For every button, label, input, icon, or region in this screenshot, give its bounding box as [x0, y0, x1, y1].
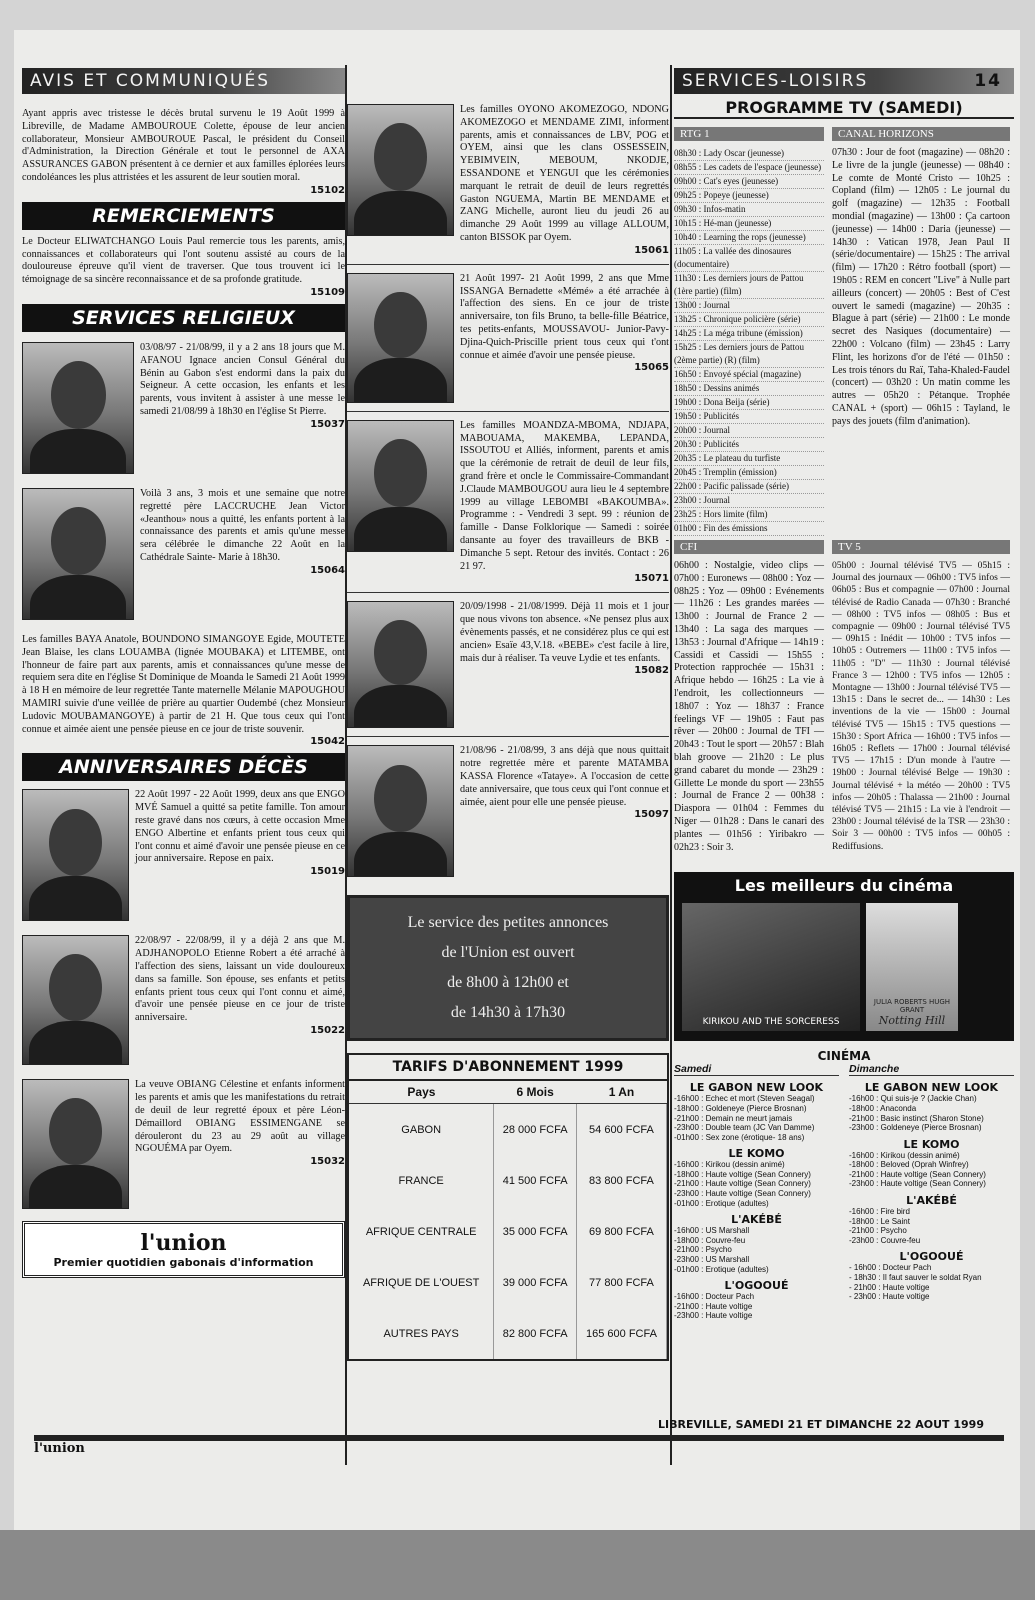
channel-tv5 [832, 536, 1010, 854]
notice-eliwatchango: Le Docteur ELIWATCHANGO Louis Paul remercie tous les parents, amis, connaissances et collaborateurs qui l'ont soutenu assisté au cours de la douloureuse épreuve qu'il vient de traverser. Que tous trouvent ici le témoignage de sa sincère reconnaissance et de sa profonde gratitude. [22, 235, 345, 286]
notice-engo: 22 Août 1997 - 22 Août 1999, deux ans que ENGO MVÉ Samuel a quitté sa petite famille. Ton amour reste gravé dans nos cœurs, à cette occasion Mme ENGO Albertine et enfants prient tous ceux qui l'ont connu et aimé d'avoir une pensée pieuse en ce jour anniversaire. Repose en paix. [135, 789, 345, 865]
subscription-rates [347, 1053, 669, 1361]
divider [347, 736, 669, 737]
cinema-sunday [849, 1063, 1014, 1321]
table-cell: 82 800 FCFA [494, 1308, 577, 1359]
column-header: 6 Mois [494, 1081, 577, 1104]
schedule-item: 14h25 : La méga tribune (émission) [674, 327, 824, 341]
table-row [349, 1257, 667, 1308]
showtime: -16h00 : Echec et mort (Steven Seagal) [674, 1094, 815, 1104]
showtime: -16h00 : US Marshall [674, 1226, 750, 1236]
footer-date: LIBREVILLE, SAMEDI 21 ET DIMANCHE 22 AOUT 1999 [658, 1418, 984, 1431]
portrait-photo [347, 104, 454, 236]
divider [347, 264, 669, 265]
notice-issanga: 21 Août 1997- 21 Août 1999, 2 ans que Mme ISSANGA Bernadette «Mémé» a été arrachée à l'affection des siens. En ce jour de triste anniversaire, ton fils Bruno, ta belle-fille Béatrice, tes petits-enfants, MOUSSAVOU- Junior-Pavy-Djina-Quich-Priscille prient tous ceux qui t'ont connue et aimée d'avoir une pensée pieuse. [460, 272, 669, 361]
tv-grid [674, 123, 1014, 854]
ref-engo: 15019 [310, 866, 345, 878]
schedule-item: 09h30 : Infos-matin [674, 203, 824, 217]
showtime: -23h00 : Haute voltige (Sean Connery) [674, 1189, 811, 1199]
portrait-photo [22, 1079, 129, 1209]
notice-bebe: 20/09/1998 - 21/08/1999. Déjà 11 mois et 1 jour que nous vivons ton absence. «Ne pensez plus aux évènements passés, et ne considérez plus ce qui est ancien» Esaïe 43,V.18. «BEBE» c'est facile à lire, mais dur à réaliser. Ta veuve Lydie et tes enfants. [460, 601, 669, 664]
schedule-item: 09h00 : Cat's eyes (jeunesse) [674, 175, 824, 189]
notice-baya: Les familles BAYA Anatole, BOUNDONO SIMANGOYE Egide, MOUTETE Jean Blaise, les clans LOUAMBA (lignée MOUBAKA) et LITEMBE, ont l'honneur de faire part aux parents, amis et connaissances qu'une messe de requiem sera dite en l'église St Dominique de Moanda le Samedi 21 Août 1999 à 18 H en mémoire de leur regrettée Tante maternelle Mélanie MAPOUGHOU MAMIRI suivie d'une veillée de prière au quartier Oudembé (chez Monsieur Ludovic MOUBAMANGOYE) à partir de 21 H. Que tous ceux qui l'ont connue et aimée aient une pensée pieuse en ce jour de triste souvenir. [22, 633, 345, 735]
cinema-venue: LE KOMO [903, 1137, 960, 1151]
cinema-venue: LE GABON NEW LOOK [689, 1081, 824, 1095]
canal-schedule: 07h30 : Jour de foot (magazine) — 08h20 : Le livre de la jungle (jeunesse) — 08h40 : Le comte de Monté Cristo — 10h25 : Copland (film) — 12h05 : Le journal du golf (magazine) — 12h35 : Football mondial (magazine) — 13h00 : Ça cartoon (jeunesse) — 14h00 : Daria (jeunesse) — 14h30 : Vatican 1978, Jean Paul II (série/documentaire) — 15h25 : The arrival (film) — 17h20 : Rétro football (sport) — 19h05 : REM en concert "Live" à Nulle part ailleurs (concert) — 20h05 : Best of C'est ouvert le samedi (magazine) — 20h35 : Blague à part (série) — 21h00 : Le monde secret des Nasiques (documentaire) — 22h00 : Volcano (film) — 23h45 : Larry Flint, les horizons d'or de l'été — 01h50 : Les trois ténors du Raï, Taha-Khaled-Faudel (concert) — 03h20 : Un matin comme les autres — 05h20 : Pétanque. Trophée CANAL + (sport) — 06h15 : Tayland, le pays des jouets (film d'animation). [832, 147, 1010, 427]
union-tagline: Premier quotidien gabonais d'information [53, 1256, 314, 1270]
portrait-photo [22, 342, 134, 474]
showtime: -23h00 : US Marshall [674, 1255, 750, 1265]
table-row [349, 1206, 667, 1257]
ref-adjhanopolo: 15022 [310, 1024, 345, 1036]
column-header: Pays [349, 1081, 494, 1104]
schedule-item: 19h00 : Dona Beija (série) [674, 396, 824, 410]
notice-block-moandza [347, 420, 669, 585]
notice-matamba: 21/08/96 - 21/08/99, 3 ans déjà que nous quittait notre regrettée mère et parente MATAMBA KASSA Florence «Tataye». A l'occasion de cette date anniversaire, que tous ceux qui l'ont connue et aimée, aient pour elle une pensée pieuse. [460, 745, 669, 808]
poster-notting-hill [866, 903, 958, 1031]
showtime: -16h00 : Kirikou (dessin animé) [849, 1150, 960, 1160]
day-label: Samedi [674, 1063, 839, 1076]
channel-header: CFI [674, 540, 824, 554]
cfi-schedule: 06h00 : Nostalgie, video clips — 07h00 : Euronews — 08h00 : Yoz — 08h25 : Yoz — 09h00 : Evénements — 11h26 : Les grandes marées — 13h00 : Journal de France 2 — 13h40 : La saga des marques — 13h53 : Journal d'Afrique — 14h19 : Cassidi et Cassidi — 15h55 : Protection rapprochée — 15h31 : Afrique hebdo — 16h25 : La vie à l'endroit, les collectionneurs — 18h07 : Yoz — 18h37 : France feelings VF — 19h05 : Faut pas rêver — 20h00 : Journal de TFI — 20h43 : Tout le sport — 20h57 : Blah blah groove — 21h20 : Le plus grand cabaret du monde — 23h29 : Gillette Le monde du sport — 23h55 : Journal de France 2 — 00h38 : Diaspora — 01h04 : Femmes du Niger — 01h28 : Dans le canari des plantes — 01h56 : Yiribakro — 02h23 : Soir 3. [674, 560, 824, 853]
table-row [349, 1104, 667, 1156]
notice-block-afanou [22, 342, 345, 474]
notice-axa: Ayant appris avec tristesse le décès brutal survenu le 19 Août 1999 à Libreville, de Madame AMBOUROUE Colette, épouse de leur ancien collaborateur, Monsieur AMBOUROUE Pascal, le président du Conseil d'Administration, la Direction Générale et tout le personnel de AXA ASSURANCES GABON présentent à ce dernier et aux familles éplorées leurs condoléances les plus attristées et les assurent de leur soutien moral. [22, 108, 345, 183]
schedule-item: 23h00 : Journal [674, 494, 824, 508]
notice-block-bebe [347, 601, 669, 728]
channel-canal [832, 123, 1010, 536]
showtime: -18h00 : Goldeneye (Pierce Brosnan) [674, 1103, 807, 1113]
cinema-venue: L'OGOOUÉ [899, 1250, 964, 1264]
left-column [22, 68, 345, 1278]
cinema-venue: L'AKÉBÉ [731, 1213, 782, 1227]
union-advert [22, 1221, 345, 1278]
notice-block-obiang [22, 1079, 345, 1209]
channel-rtg1 [674, 123, 824, 536]
table-row [349, 1155, 667, 1206]
schedule-item: 01h00 : Fin des émissions [674, 522, 824, 536]
ref-eliwatchango: 15109 [310, 286, 345, 298]
banner-services-religieux: SERVICES RELIGIEUX [22, 304, 345, 332]
schedule-item: 11h30 : Les derniers jours de Pattou (1ère partie) (film) [674, 272, 824, 299]
page-number: 14 [974, 71, 1002, 91]
divider [347, 592, 669, 593]
showtime: - 18h30 : Il faut sauver le soldat Ryan [849, 1273, 982, 1283]
section-title-avis: AVIS ET COMMUNIQUÉS [22, 68, 345, 94]
cinema-venue: L'OGOOUÉ [724, 1279, 789, 1293]
portrait-photo [347, 745, 454, 877]
channel-header: RTG 1 [674, 127, 824, 141]
schedule-item: 11h05 : La vallée des dinosaures (documentaire) [674, 245, 824, 272]
newspaper-page [14, 30, 1020, 1530]
schedule-item: 20h35 : Le plateau du turfiste [674, 452, 824, 466]
banner-remerciements: REMERCIEMENTS [22, 202, 345, 230]
column-rule [670, 65, 672, 1465]
showtime: -21h00 : Haute voltige [674, 1301, 753, 1311]
ad-line: de 14h30 à 17h30 [450, 1004, 566, 1022]
right-column [674, 68, 1014, 1321]
schedule-item: 20h30 : Publicités [674, 438, 824, 452]
ad-line: de l'Union est ouvert [441, 944, 575, 962]
footer-rule [34, 1435, 1004, 1441]
poster-kirikou [682, 903, 860, 1031]
showtime: -23h00 : Couvre-feu [849, 1235, 921, 1245]
showtime: -01h00 : Erotique (adultes) [674, 1198, 769, 1208]
schedule-item: 13h00 : Journal [674, 299, 824, 313]
notice-block-oyono [347, 104, 669, 256]
portrait-photo [347, 420, 454, 552]
divider [347, 411, 669, 412]
table-cell: AFRIQUE CENTRALE [349, 1206, 494, 1257]
poster-stars: JULIA ROBERTS HUGH GRANT [873, 998, 951, 1015]
showtime: -21h00 : Haute voltige (Sean Connery) [674, 1179, 811, 1189]
table-cell: 54 600 FCFA [576, 1104, 666, 1156]
schedule-item: 10h40 : Learning the rops (jeunesse) [674, 231, 824, 245]
showtime: - 21h00 : Haute voltige [849, 1282, 930, 1292]
portrait-photo [22, 935, 129, 1065]
showtime: -23h00 : Haute voltige (Sean Connery) [849, 1179, 986, 1189]
notice-laccruche: Voilà 3 ans, 3 mois et une semaine que notre regretté père LACCRUCHE Jean Victor «Jeanthou» nous a quitté, les enfants portent à la connaissance des parents et amis qu'une messe sera célébrée le dimanche 22 Août en la Cathédrale Sainte- Marie à 18h30. [140, 487, 345, 563]
tv5-schedule: 05h00 : Journal télévisé TV5 — 05h15 : Journal des journaux — 06h00 : TV5 infos — 06h05 : Bus et compagnie — 07h00 : Journal télévisé de Radio Canada — 07h30 : Branché — 08h00 : TV5 infos — 08h05 : Bus et compagnie — 09h00 : Journal télévisé TV5 — 09h15 : Inédit — 10h00 : TV5 infos — 10h05 : Outremers — 11h00 : TV5 infos — 11h05 : "D" — 11h30 : Journal télévisé France 3 — 12h00 : TV5 infos — 12h05 : Montagne — 13h00 : Journal télévisé TV5 — 13h15 : Dans le secret de... — 14h30 : Les inventions de la vie — 15h00 : Journal télévisé TV5 — 15h15 : TV5 questions — 15h30 : Sport Africa — 16h00 : TV5 infos — 16h05 : Reflets — 17h00 : Journal télévisé TV5 — 17h15 : D'un monde à l'autre — 19h00 : Journal télévisé Belge — 19h30 : Journal télévisé + la météo — 20h00 : TV5 infos — 20h05 : Thalassa — 21h00 : Journal télévisé TV5 — 21h15 : La vie à l'endroit — 23h00 : Journal télévisé de la TSR — 23h30 : Soir 3 — 00h00 : TV5 infos — 00h05 : Rediffusions. [832, 560, 1010, 852]
notice-obiang: La veuve OBIANG Célestine et enfants informent les parents et amis que les manifestations du retrait de deuil de leur regretté époux et père Léon-Démaillord OBIANG ESSIMENGANE se dérouleront du 23 au 29 août au village NGOUÉMA par Oyem. [135, 1079, 345, 1155]
cinema-posters [674, 899, 1014, 1041]
schedule-item: 10h15 : Hé-man (jeunesse) [674, 217, 824, 231]
section-title-services-loisirs [674, 68, 1014, 94]
table-cell: FRANCE [349, 1155, 494, 1206]
tarifs-title: TARIFS D'ABONNEMENT 1999 [349, 1055, 667, 1081]
portrait-photo [22, 488, 134, 620]
schedule-item: 16h50 : Envoyé spécial (magazine) [674, 368, 824, 382]
notice-block-matamba [347, 745, 669, 877]
showtime: -23h00 : Goldeneye (Pierce Brosnan) [849, 1123, 982, 1133]
ad-line: Le service des petites annonces [407, 914, 609, 932]
channel-header: CANAL HORIZONS [832, 127, 1010, 141]
table-cell: 41 500 FCFA [494, 1155, 577, 1206]
showtime: -16h00 : Kirikou (dessin animé) [674, 1160, 785, 1170]
showtime: -21h00 : Psycho [674, 1245, 732, 1255]
schedule-item: 20h00 : Journal [674, 424, 824, 438]
cinema-saturday [674, 1063, 839, 1321]
showtime: -01h00 : Sex zone (érotique- 18 ans) [674, 1132, 805, 1142]
footer-logo: l'union [34, 1441, 85, 1456]
ref-matamba: 15097 [634, 809, 669, 821]
ref-oyono: 15061 [634, 244, 669, 256]
day-label: Dimanche [849, 1063, 1014, 1076]
notice-block-engo [22, 789, 345, 921]
showtime: -18h00 : Beloved (Oprah Winfrey) [849, 1160, 969, 1170]
ref-obiang: 15032 [310, 1156, 345, 1168]
tv-programme-title: PROGRAMME TV (SAMEDI) [674, 98, 1014, 119]
ref-axa: 15102 [310, 184, 345, 196]
portrait-photo [22, 789, 129, 921]
ref-afanou: 15037 [310, 418, 345, 430]
table-cell: 39 000 FCFA [494, 1257, 577, 1308]
showtime: -18h00 : Le Saint [849, 1216, 910, 1226]
channel-cfi [674, 536, 824, 854]
scan-background [0, 1530, 1035, 1600]
rtg1-schedule [674, 147, 824, 536]
showtime: -16h00 : Fire bird [849, 1207, 910, 1217]
ref-moandza: 15071 [634, 573, 669, 585]
schedule-item: 13h25 : Chronique policière (série) [674, 313, 824, 327]
banner-anniversaires-deces: ANNIVERSAIRES DÉCÈS [22, 753, 345, 781]
table-cell: 165 600 FCFA [576, 1308, 666, 1359]
middle-column [347, 76, 669, 1361]
schedule-item: 22h00 : Pacific palissade (série) [674, 480, 824, 494]
notice-block-laccruche [22, 488, 345, 620]
union-logo: l'union [140, 1230, 227, 1257]
cinema-venue: LE GABON NEW LOOK [864, 1081, 999, 1095]
schedule-item: 20h45 : Tremplin (émission) [674, 466, 824, 480]
channel-header: TV 5 [832, 540, 1010, 554]
cinema-listings [674, 1063, 1014, 1321]
showtime: -18h00 : Anaconda [849, 1103, 917, 1113]
column-header: 1 An [576, 1081, 666, 1104]
table-cell: AUTRES PAYS [349, 1308, 494, 1359]
notice-block-adjhanopolo [22, 935, 345, 1065]
table-cell: 69 800 FCFA [576, 1206, 666, 1257]
schedule-item: 08h30 : Lady Oscar (jeunesse) [674, 147, 824, 161]
showtime: - 23h00 : Haute voltige [849, 1292, 930, 1302]
cinema-venue: LE KOMO [728, 1147, 785, 1161]
table-cell: GABON [349, 1104, 494, 1156]
schedule-item: 23h25 : Hors limite (film) [674, 508, 824, 522]
cinema-venue: L'AKÉBÉ [906, 1194, 957, 1208]
ref-baya: 15042 [310, 736, 345, 748]
notice-adjhanopolo: 22/08/97 - 22/08/99, il y a déjà 2 ans que M. ADJHANOPOLO Etienne Robert a été arraché à l'affection des siens, laissant un vide douloureux dans sa famille. Son épouse, ses enfants et petits enfants prient tous ceux qui l'ont connu et aimé, d'avoir une pensée pieuse en ce jour de triste anniversaire. [135, 935, 345, 1024]
schedule-item: 15h25 : Les derniers jours de Pattou (2ème partie) (R) (film) [674, 341, 824, 368]
schedule-item: 19h50 : Publicités [674, 410, 824, 424]
showtime: -01h00 : Erotique (adultes) [674, 1264, 769, 1274]
showtime: -18h00 : Couvre-feu [674, 1235, 746, 1245]
showtime: -23h00 : Haute voltige [674, 1311, 753, 1321]
portrait-photo [347, 601, 454, 728]
showtime: -23h00 : Double team (JC Van Damme) [674, 1123, 815, 1133]
table-cell: AFRIQUE DE L'OUEST [349, 1257, 494, 1308]
showtime: -18h00 : Haute voltige (Sean Connery) [674, 1169, 811, 1179]
poster-title: KIRIKOU AND THE SORCERESS [702, 1017, 840, 1028]
table-cell: 77 800 FCFA [576, 1257, 666, 1308]
cinema-title: CINÉMA [817, 1049, 871, 1064]
showtime: -21h00 : Psycho [849, 1226, 907, 1236]
portrait-photo [347, 273, 454, 403]
tarifs-table [349, 1081, 667, 1359]
ad-line: de 8h00 à 12h00 et [447, 974, 569, 992]
schedule-item: 18h50 : Dessins animés [674, 382, 824, 396]
schedule-item: 09h25 : Popeye (jeunesse) [674, 189, 824, 203]
showtime: - 16h00 : Docteur Pach [849, 1263, 932, 1273]
showtime: -16h00 : Qui suis-je ? (Jackie Chan) [849, 1094, 977, 1104]
notice-afanou: 03/08/97 - 21/08/99, il y a 2 ans 18 jours que M. AFANOU Ignace ancien Consul Général du Bénin au Gabon s'est endormi dans la paix du Seigneur. A cette occasion, les enfants et les parents, vous invitent à assister à une messe le samedi 21/08/99 à 18h30 en l'église St Pierre. [140, 341, 345, 417]
notice-oyono: Les familles OYONO AKOMEZOGO, NDONG AKOMEZOGO et MENDAME ZIMI, informent parents, amis et connaissances de LBV, POG et OYEM, ainsi que les clans OSSESSEIN, YEBIMVEIN, MEBOUM, NKODJE, ESSANDONE et YENGUI que les cérémonies marquant le retrait de deuil de leurs regrettés Gaston NGUEMA, Martin BE MENDAME et ZANG Michelle, auront lieu du jeudi 26 au dimanche 29 Août 1999 au village ALLOUM, canton BISSOK par Oyem. [460, 104, 669, 243]
ref-laccruche: 15064 [310, 564, 345, 576]
table-cell: 35 000 FCFA [494, 1206, 577, 1257]
showtime: -21h00 : Basic instinct (Sharon Stone) [849, 1113, 984, 1123]
showtime: -16h00 : Docteur Pach [674, 1292, 755, 1302]
poster-title: Notting Hill [878, 1014, 946, 1028]
ref-issanga: 15065 [634, 362, 669, 374]
table-cell: 28 000 FCFA [494, 1104, 577, 1156]
cinema-banner: Les meilleurs du cinéma [674, 872, 1014, 899]
table-row [349, 1308, 667, 1359]
showtime: -21h00 : Demain ne meurt jamais [674, 1113, 793, 1123]
table-cell: 83 800 FCFA [576, 1155, 666, 1206]
notice-block-issanga [347, 273, 669, 403]
section-title-text: SERVICES-LOISIRS [682, 71, 869, 91]
ref-bebe: 15082 [634, 665, 669, 677]
classifieds-hours-ad [347, 895, 669, 1041]
notice-moandza: Les familles MOANDZA-MBOMA, NDJAPA, MABOUAMA, MAKEMBA, LEPANDA, ISSOUTOU et Alliés, informent, parents et amis que la cérémonie de retrait de deuil de leur fils, grand frère et oncle le Commissaire-Commandant J.Claude MAMBOUGOU aura lieu le 4 septembre 1999 au village LEBOMBI «BAKOUMBA». Programme : - Vendredi 3 sept. 99 : réunion de famille - Danse Folklorique — Samedi : soirée dansante au foyer des travailleurs de BKB - Dimanche 5 sept. Retour des invités. Contact : 26 21 97. [460, 419, 669, 572]
schedule-item: 08h55 : Les cadets de l'espace (jeunesse) [674, 161, 824, 175]
showtime: -21h00 : Haute voltige (Sean Connery) [849, 1169, 986, 1179]
